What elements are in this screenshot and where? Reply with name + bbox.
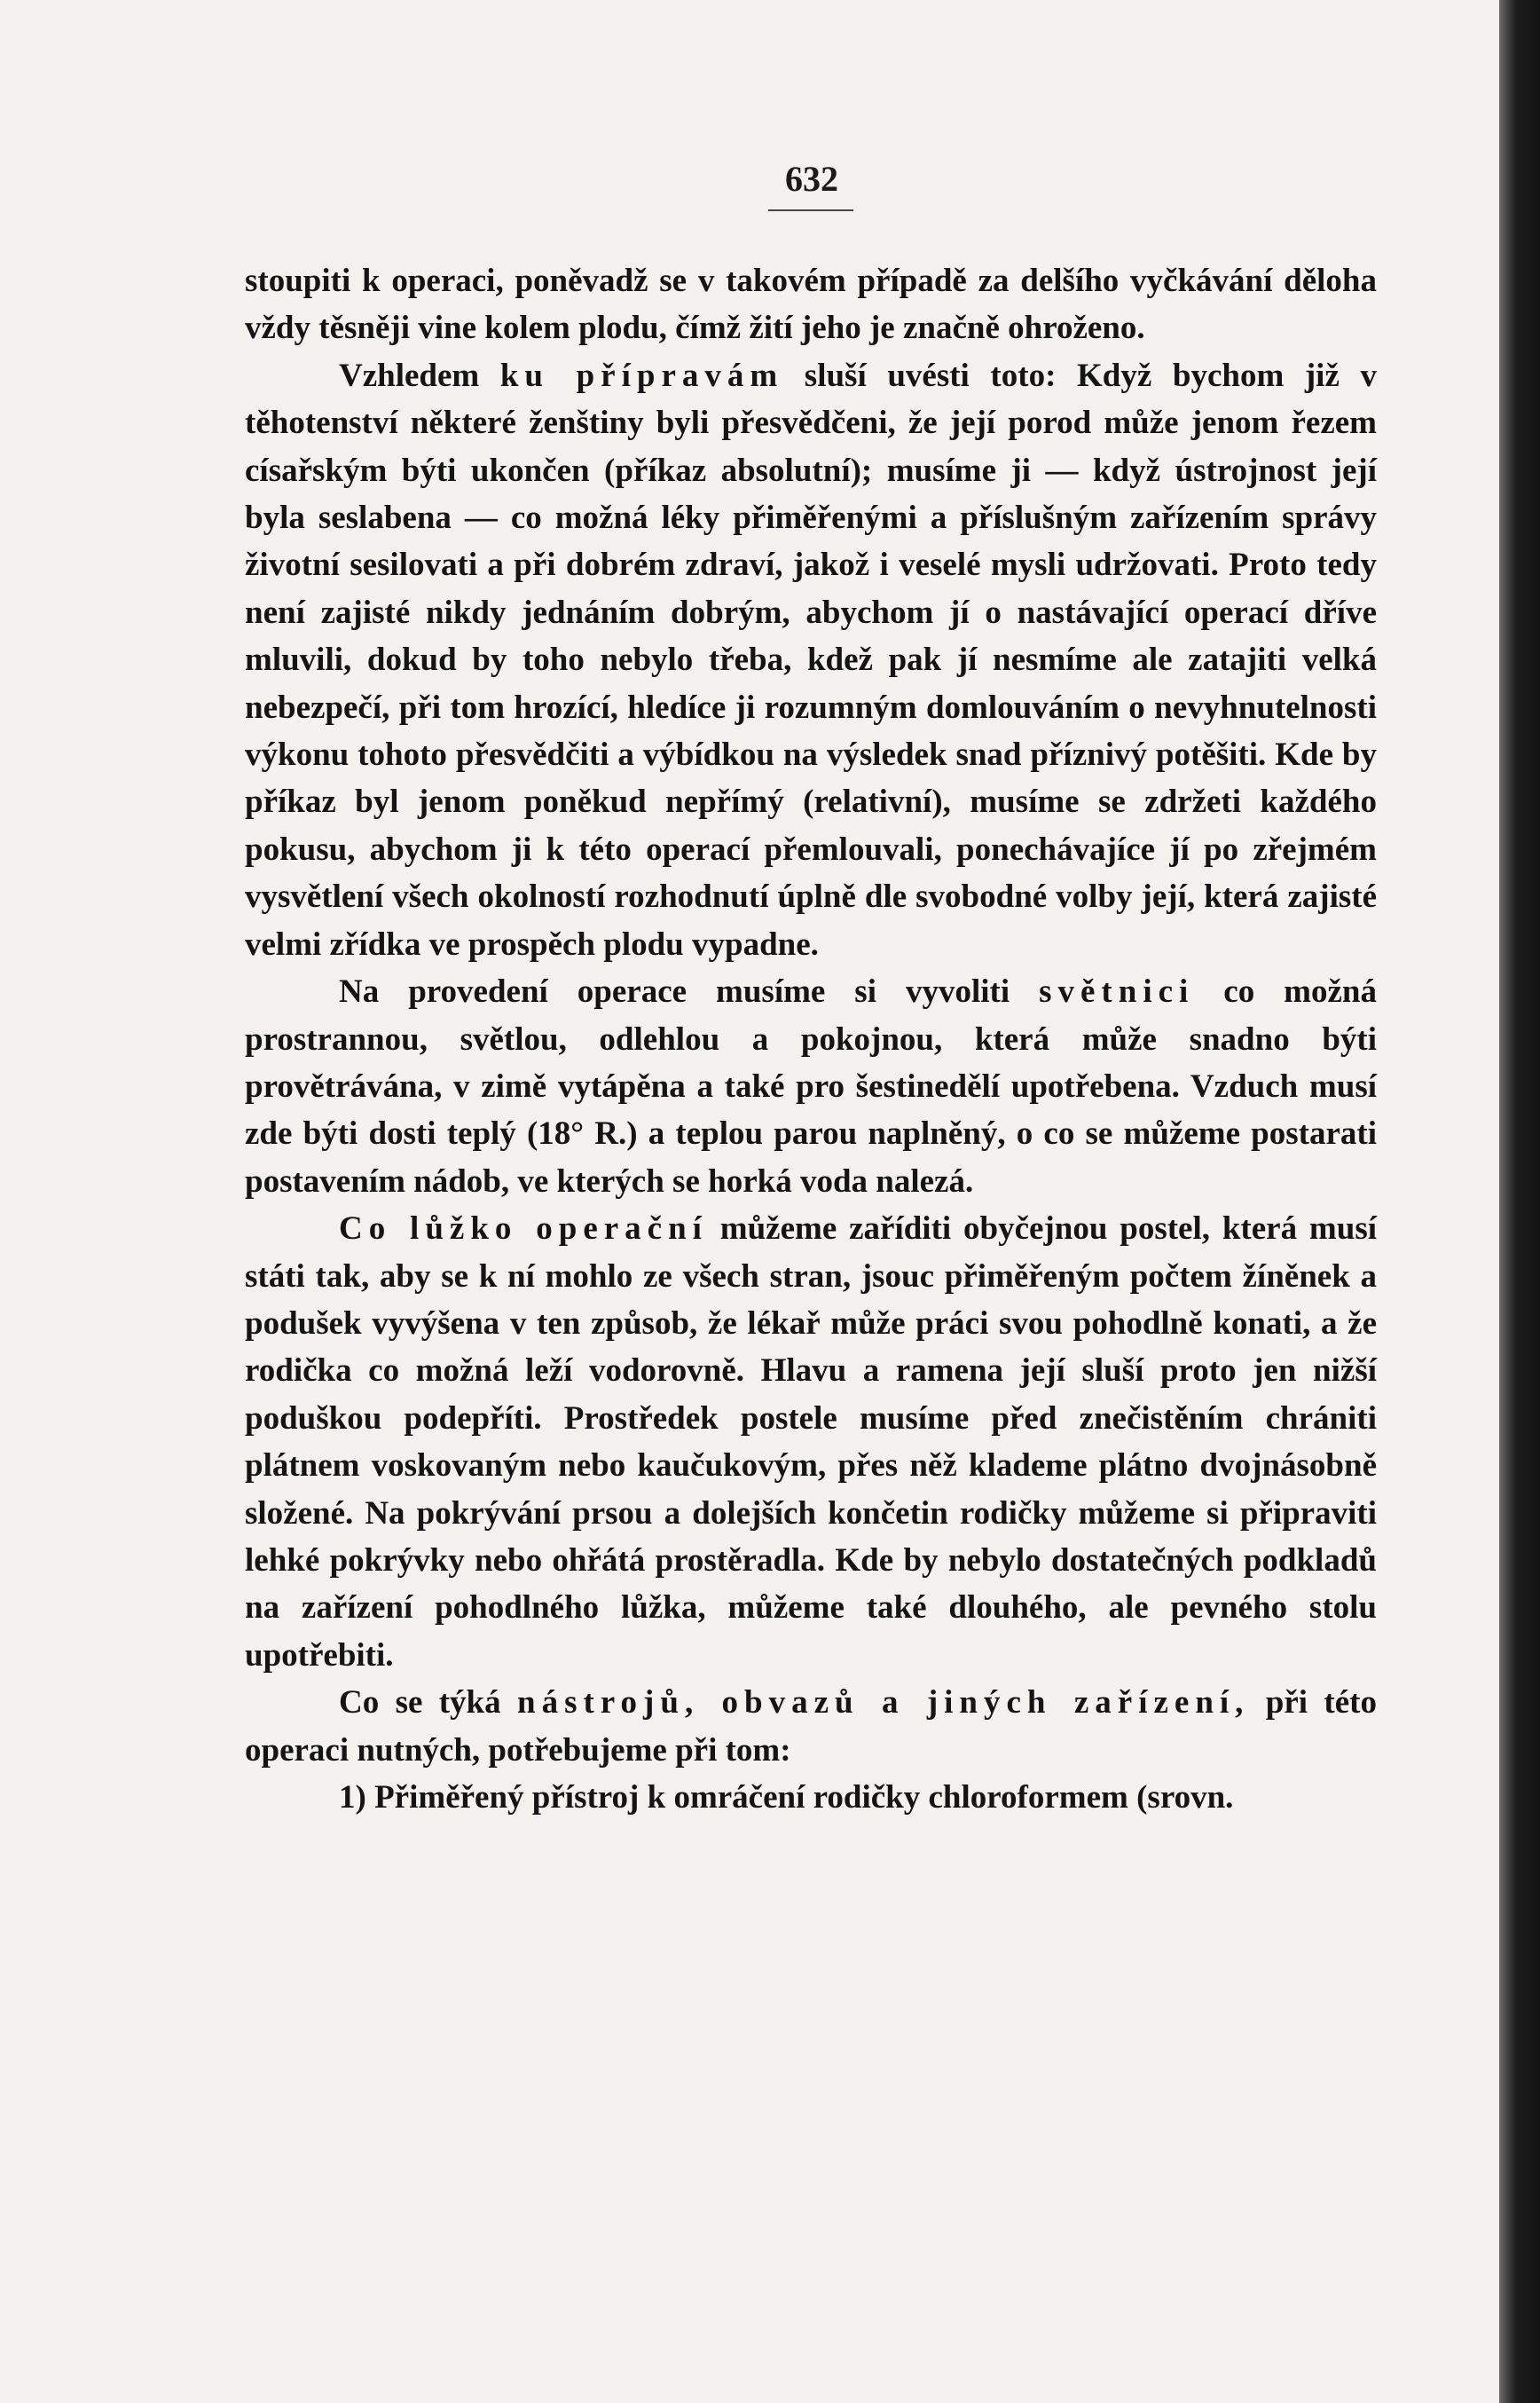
scan-edge [1499,0,1540,2403]
text-segment: při této operaci nutných, potřebujeme při tom: [245,1684,1377,1769]
text-segment: Co se týká [339,1684,517,1721]
spaced-emphasis: nástrojů, obvazů a jiných zařízení, [517,1684,1250,1721]
paragraph-6-list-item [245,1774,1377,1821]
paragraph-4 [245,1205,1377,1679]
paragraph-3 [245,968,1377,1205]
spaced-emphasis: světnici [1039,973,1195,1011]
paragraph-1 [245,257,1377,352]
spaced-emphasis: ku přípravám [499,357,784,394]
paragraph-5 [245,1679,1377,1774]
spaced-emphasis: Co lůžko operační [339,1210,708,1248]
text-segment: můžeme zaříditi obyčejnou postel, která musí státi tak, aby se k ní mohlo ze všech stran, jsouc přiměřeným počtem žíněnek a podušek vyvýšena v ten způsob, že lékař může práci svou pohodlně konati, a že rodička co možná leží vodorovně. Hlavu a ramena její sluší proto jen nižší poduškou podepříti. Prostředek postele musíme před znečistěním chrániti plátnem voskovaným nebo kaučukovým, přes něž klademe plátno dvojnásobně složené. Na pokrývání prsou a dolejších končetin rodičky můžeme si připraviti lehké pokrývky nebo ohřátá prostěradla. Kde by nebylo dostatečných podkladů na zařízení pohodlného lůžka, můžeme také dlouhého, ale pevného stolu upotřebiti. [245,1210,1377,1674]
text-segment: 1) Přiměřený přístroj k omráčení rodičky chloroformem (srovn. [339,1779,1234,1816]
text-segment: stoupiti k operaci, poněvadž se v takovém případě za delšího vyčkávání děloha vždy těsněji vine kolem plodu, čímž žití jeho je značně ohroženo. [245,263,1377,347]
text-segment: Na provedení operace musíme si vyvoliti [339,973,1040,1011]
body-text [245,257,1377,1821]
text-segment: sluší uvésti toto: Když bychom již v těhotenství některé ženštiny byli přesvědčeni, že její porod může jenom řezem císařským býti ukončen (příkaz absolutní); musíme ji — když ústrojnost její byla seslabena — co možná léky přiměřenými a příslušným zařízením správy životní sesilovati a při dobrém zdraví, jakož i veselé mysli udržovati. Proto tedy není zajisté nikdy jednáním dobrým, abychom jí o nastávající operací dříve mluvili, dokud by toho nebylo třeba, kdež pak jí nesmíme ale zatajiti velká nebezpečí, při tom hrozící, hledíce ji rozumným domlouváním o nevyhnutelnosti výkonu tohoto přesvědčiti a výbídkou na výsledek snad příznivý potěšiti. Kde by příkaz byl jenom poněkud nepřímý (relativní), musíme se zdržeti každého pokusu, abychom ji k této operací přemlouvali, ponechávajíce jí po zřejmém vysvětlení všech okolností rozhodnutí úplně dle svobodné volby její, která zajisté velmi zřídka ve prospěch plodu vypadne. [245,357,1377,963]
paragraph-2 [245,352,1377,968]
text-segment: Vzhledem [339,357,500,394]
text-segment: co možná prostrannou, světlou, odlehlou a pokojnou, která může snadno býti provětrávána, v zimě vytápěna a také pro šestinedělí upotřebena. Vzduch musí zde býti dosti teplý (18° R.) a teplou parou naplněný, o co se můžeme postarati postavením nádob, ve kterých se horká voda nalezá. [245,973,1378,1200]
page-number-rule [768,209,853,211]
page-number: 632 [785,159,838,199]
